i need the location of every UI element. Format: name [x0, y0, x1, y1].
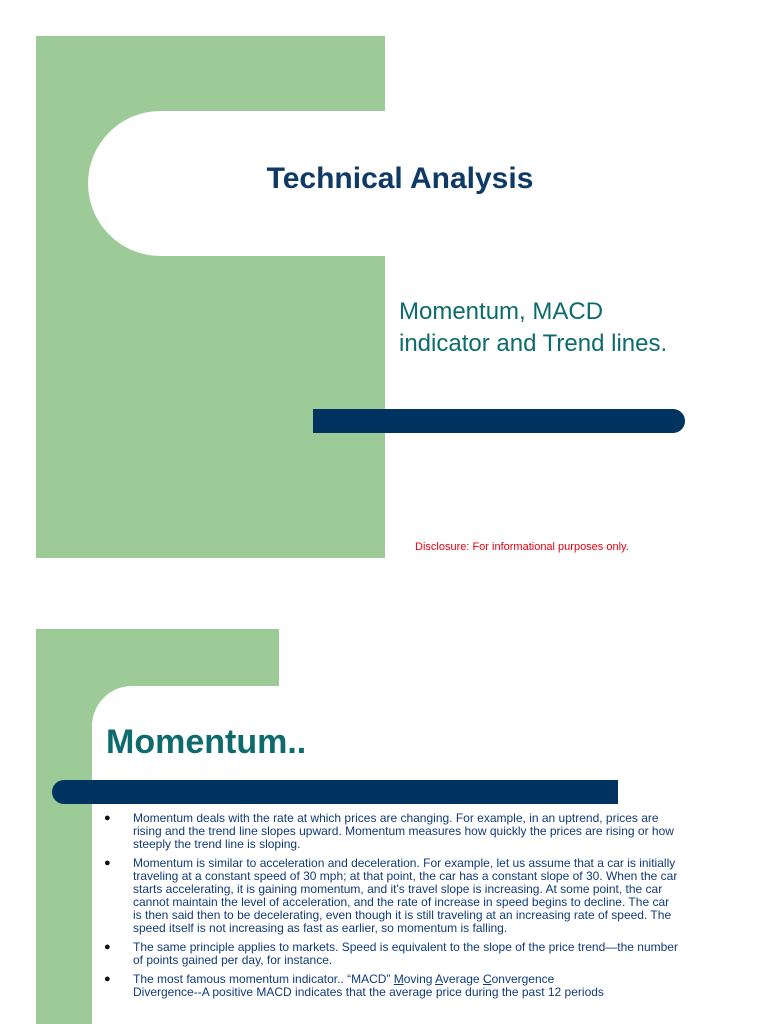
- list-item-text: Momentum deals with the rate at which prices are changing. For example, in an uptrend, prices are rising and the trend line slopes upward. Momentum measures how quickly the prices are rising or how steeply the trend line is sloping.: [133, 811, 674, 851]
- momentum-heading: Momentum..: [106, 723, 307, 761]
- bullet-icon: ●: [104, 812, 111, 824]
- list-item: [100, 857, 680, 935]
- slide-title-heading: Technical Analysis: [266, 162, 534, 195]
- bullet-icon: ●: [104, 941, 111, 953]
- disclosure-text: Disclosure: For informational purposes only.: [415, 541, 629, 553]
- navy-accent-bar: [52, 780, 618, 804]
- list-item: [100, 941, 680, 967]
- bullet-icon: ●: [104, 973, 111, 985]
- list-item: [100, 973, 680, 999]
- navy-accent-bar: [313, 409, 685, 433]
- list-item-text: The same principle applies to markets. Speed is equivalent to the slope of the price trend—the number of points gained per day, for instance.: [133, 940, 678, 967]
- bullet-icon: ●: [104, 857, 111, 869]
- bullet-list: [100, 812, 680, 1005]
- list-item-text: The most famous momentum indicator.. “MACD” Moving Average Convergence Divergence--A positive MACD indicates that the average price during the past 12 periods: [133, 972, 604, 999]
- slide-subtitle: Momentum, MACD indicator and Trend lines.: [399, 298, 668, 357]
- list-item-text: Momentum is similar to acceleration and deceleration. For example, let us assume that a car is initially traveling at a constant speed of 30 mph; at that point, the car has a constant slope of 30. When the car starts accelerating, it is gaining momentum, and it's travel slope is increasing. At some point, the car cannot maintain the level of acceleration, and the rate of increase in speed begins to decline. The car is then said then to be decelerating, even though it is still traveling at an increasing rate of speed. The speed itself is not increasing as fast as earlier, so momentum is falling.: [133, 856, 678, 935]
- list-item: [100, 812, 680, 851]
- slide-momentum: [0, 590, 768, 1024]
